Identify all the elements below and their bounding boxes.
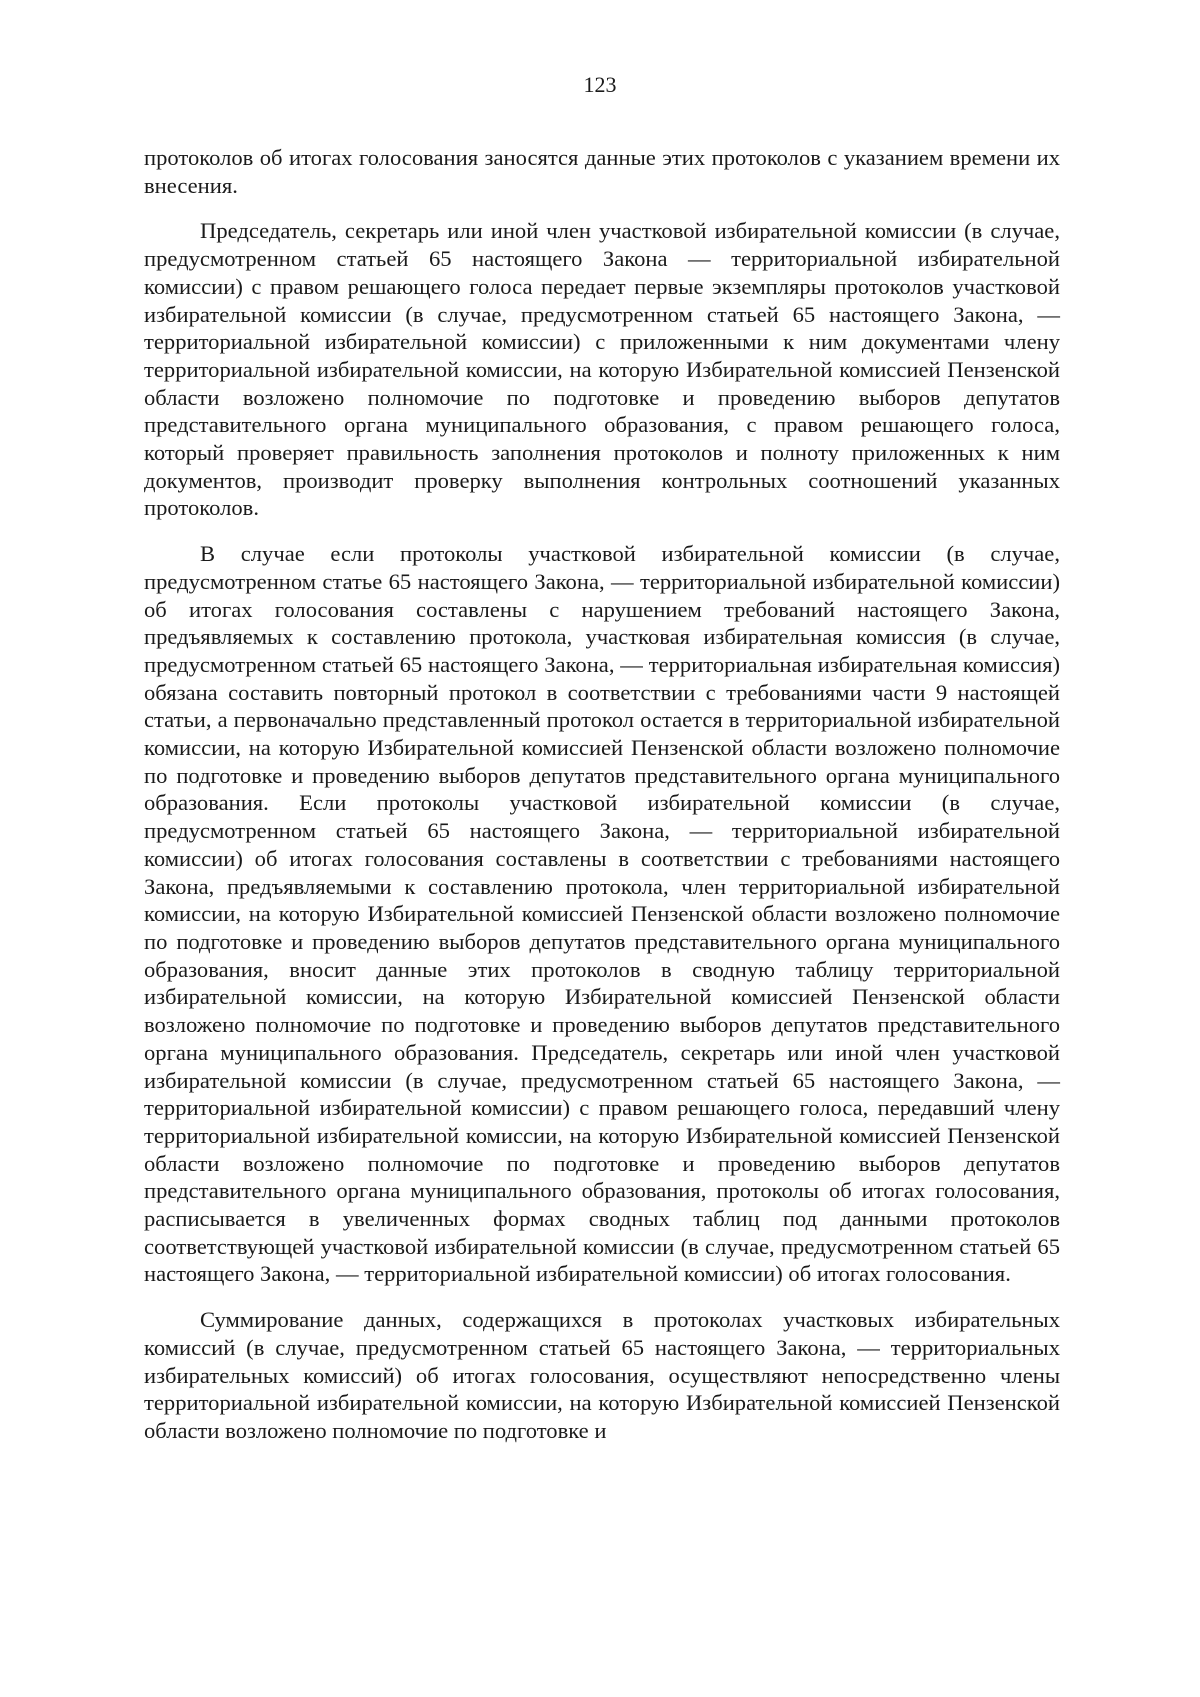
body-text: [144, 144, 1060, 1463]
paragraph-protocol-transfer: Председатель, секретарь или иной член участковой избирательной комиссии (в случае, предусмотренном статьей 65 настоящего Закона — территориальной избирательной комиссии) с правом решающего голоса передает первые экземпляры протоколов участковой избирательной комиссии (в случае, предусмотренном статьей 65 настоящего Закона, — территориальной избирательной комиссии) с приложенными к ним документами члену территориальной избирательной комиссии, на которую Избирательной комиссией Пензенской области возложено полномочие по подготовке и проведению выборов депутатов представительного органа муниципального образования, с правом решающего голоса, который проверяет правильность заполнения протоколов и полноту приложенных к ним документов, производит проверку выполнения контрольных соотношений указанных протоколов.: [144, 218, 1060, 521]
page-number: 123: [583, 72, 617, 97]
paragraph-data-summation: Суммирование данных, содержащихся в протоколах участковых избирательных комиссий (в случае, предусмотренном статьей 65 настоящего Закона, — территориальных избирательных комиссий) об итогах голосования, осуществляют непосредственно члены территориальной избирательной комиссии, на которую Избирательной комиссией Пензенской области возложено полномочие по подготовке и: [144, 1307, 1060, 1443]
paragraph-continuation: протоколов об итогах голосования заносятся данные этих протоколов с указанием времени их внесения.: [144, 145, 1060, 198]
paragraph-protocol-violations: В случае если протоколы участковой избирательной комиссии (в случае, предусмотренном статье 65 настоящего Закона, — территориальной избирательной комиссии) об итогах голосования составлены с нарушением требований настоящего Закона, предъявляемых к составлению протокола, участковая избирательная комиссия (в случае, предусмотренном статьей 65 настоящего Закона, — территориальная избирательная комиссия) обязана составить повторный протокол в соответствии с требованиями части 9 настоящей статьи, а первоначально представленный протокол остается в территориальной избирательной комиссии, на которую Избирательной комиссией Пензенской области возложено полномочие по подготовке и проведению выборов депутатов представительного органа муниципального образования. Если протоколы участковой избирательной комиссии (в случае, предусмотренном статьей 65 настоящего Закона, — территориальной избирательной комиссии) об итогах голосования составлены в соответствии с требованиями настоящего Закона, предъявляемыми к составлению протокола, член территориальной избирательной комиссии, на которую Избирательной комиссией Пензенской области возложено полномочие по подготовке и проведению выборов депутатов представительного органа муниципального образования, вносит данные этих протоколов в сводную таблицу территориальной избирательной комиссии, на которую Избирательной комиссией Пензенской области возложено полномочие по подготовке и проведению выборов депутатов представительного органа муниципального образования. Председатель, секретарь или иной член участковой избирательной комиссии (в случае, предусмотренном статьей 65 настоящего Закона, — территориальной избирательной комиссии) с правом решающего голоса, передавший члену территориальной избирательной комиссии, на которую Избирательной комиссией Пензенской области возложено полномочие по подготовке и проведению выборов депутатов представительного органа муниципального образования, протоколы об итогах голосования, расписывается в увеличенных формах сводных таблиц под данными протоколов соответствующей участковой избирательной комиссии (в случае, предусмотренном статьей 65 настоящего Закона, — территориальной избирательной комиссии) об итогах голосования.: [144, 541, 1060, 1287]
